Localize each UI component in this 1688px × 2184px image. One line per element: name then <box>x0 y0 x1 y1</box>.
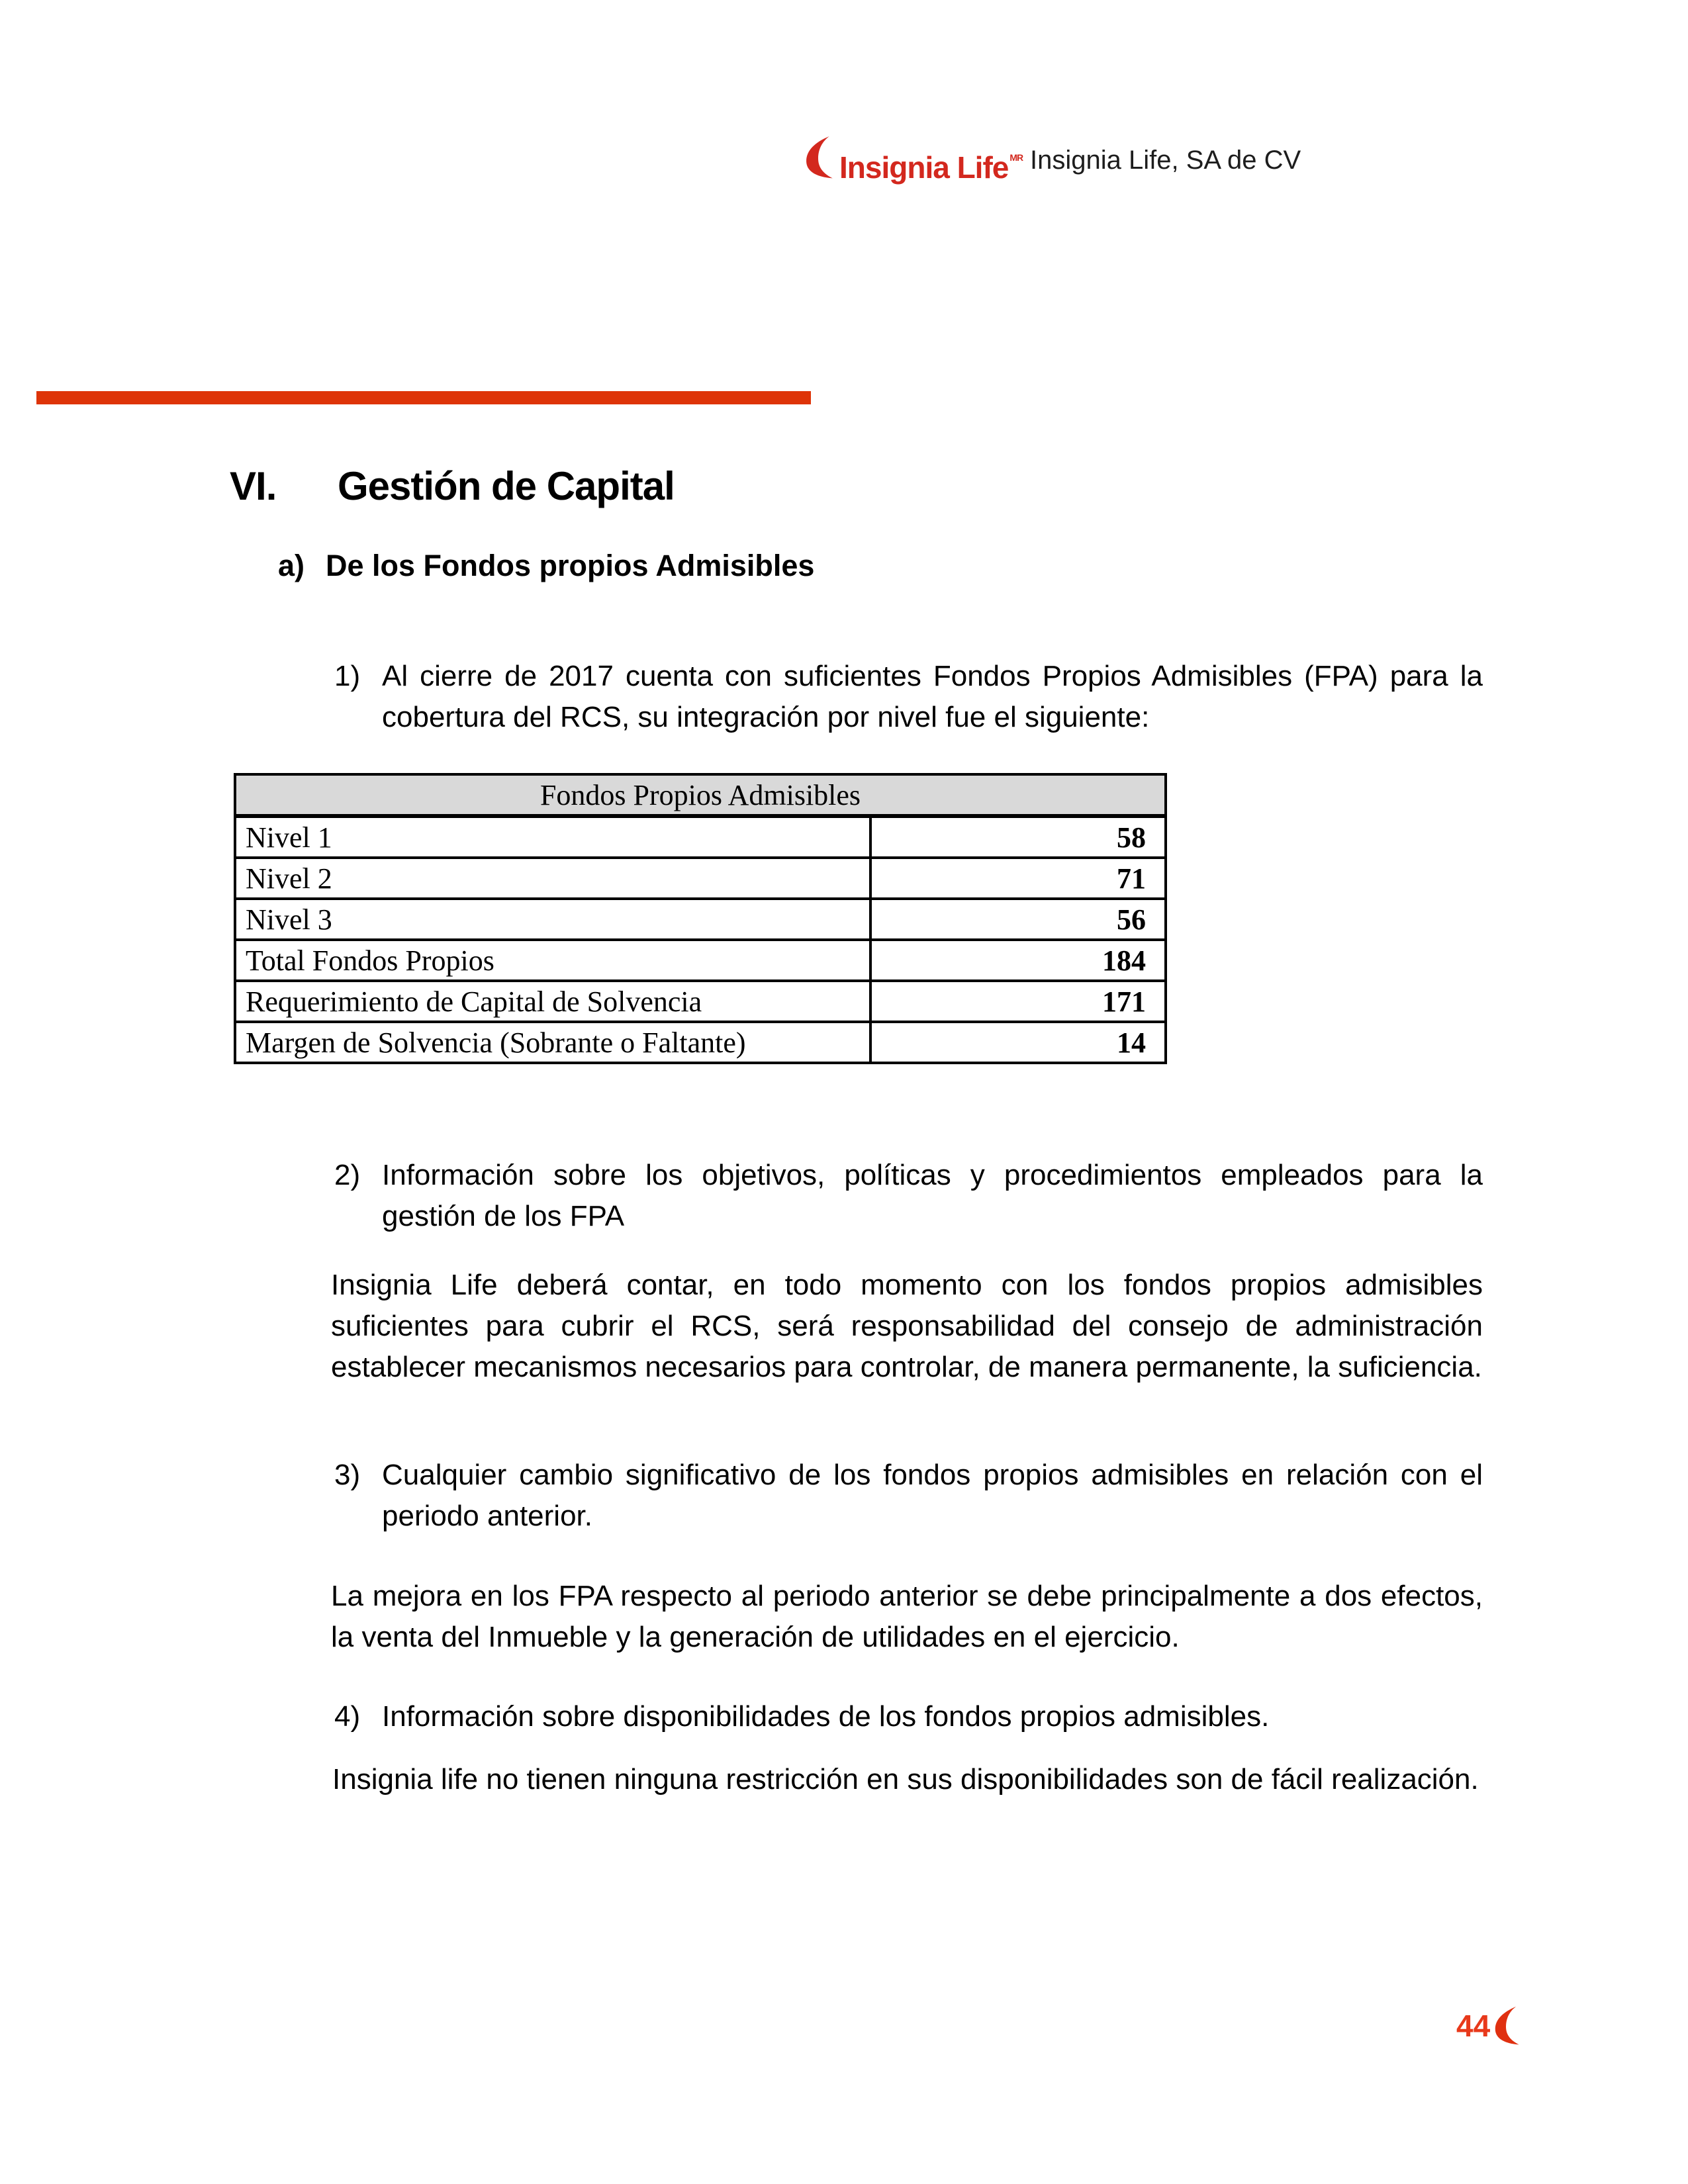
table-row <box>235 981 1166 1022</box>
body-paragraph-3: Insignia life no tienen ninguna restricción en sus disponibilidades son de fácil realización. <box>332 1763 1479 1796</box>
item-1-text: Al cierre de 2017 cuenta con suficientes Fondos Propios Admisibles (FPA) para la cobertura del RCS, su integración por nivel fue el siguiente: <box>382 660 1483 733</box>
brand-logo <box>802 136 1023 189</box>
table-row <box>235 816 1166 858</box>
numbered-item-4 <box>334 1696 1483 1737</box>
row-label: Margen de Solvencia (Sobrante o Faltante) <box>235 1022 870 1063</box>
page-title-number: VI. <box>230 464 277 508</box>
row-label: Nivel 3 <box>235 899 870 940</box>
brand-name: Insignia Life <box>839 150 1009 185</box>
row-value: 58 <box>870 816 1166 858</box>
crescent-moon-icon <box>802 136 834 179</box>
row-label: Requerimiento de Capital de Solvencia <box>235 981 870 1022</box>
item-3-marker: 3) <box>334 1459 361 1491</box>
item-2-text: Información sobre los objetivos, políticas y procedimientos empleados para la gestión de los FPA <box>382 1159 1483 1232</box>
table-header-row <box>235 774 1166 816</box>
row-label: Nivel 2 <box>235 858 870 899</box>
row-label: Total Fondos Propios <box>235 940 870 981</box>
row-value: 56 <box>870 899 1166 940</box>
item-4-text: Información sobre disponibilidades de los fondos propios admisibles. <box>382 1700 1270 1733</box>
body-paragraph-2: La mejora en los FPA respecto al periodo anterior se debe principalmente a dos efectos, la venta del Inmueble y la generación de utilidades en el ejercicio. <box>331 1580 1483 1653</box>
item-3-text: Cualquier cambio significativo de los fondos propios admisibles en relación con el periodo anterior. <box>382 1459 1483 1532</box>
body-paragraph-1: Insignia Life deberá contar, en todo momento con los fondos propios admisibles suficientes para cubrir el RCS, será responsabilidad del consejo de administración establecer mecanismos necesarios para controlar, de manera permanente, la suficiencia. <box>331 1269 1483 1383</box>
numbered-item-3 <box>334 1455 1483 1537</box>
section-heading-text: De los Fondos propios Admisibles <box>326 549 815 582</box>
numbered-item-2 <box>334 1155 1483 1237</box>
crescent-moon-icon <box>1491 2007 1521 2045</box>
table-row <box>235 858 1166 899</box>
page-title-text: Gestión de Capital <box>338 464 675 508</box>
page-title <box>230 462 675 511</box>
table-row <box>235 899 1166 940</box>
page-number: 44 <box>1456 2009 1491 2043</box>
company-name: Insignia Life, SA de CV <box>1030 146 1301 175</box>
row-value: 184 <box>870 940 1166 981</box>
item-2-marker: 2) <box>334 1159 361 1191</box>
section-heading-marker: a) <box>278 549 305 582</box>
section-divider-bar <box>36 391 811 404</box>
table-row <box>235 1022 1166 1063</box>
page-footer <box>1456 2007 1521 2045</box>
row-value: 71 <box>870 858 1166 899</box>
row-value: 14 <box>870 1022 1166 1063</box>
fondos-propios-table <box>234 773 1167 1064</box>
row-label: Nivel 1 <box>235 816 870 858</box>
row-value: 171 <box>870 981 1166 1022</box>
item-1-marker: 1) <box>334 660 361 692</box>
item-4-marker: 4) <box>334 1700 361 1733</box>
numbered-item-1 <box>334 656 1483 738</box>
table-row <box>235 940 1166 981</box>
section-heading <box>278 547 814 584</box>
brand-trademark: MR <box>1009 152 1023 163</box>
brand-wordmark <box>839 136 1023 189</box>
table-title: Fondos Propios Admisibles <box>235 774 1166 816</box>
